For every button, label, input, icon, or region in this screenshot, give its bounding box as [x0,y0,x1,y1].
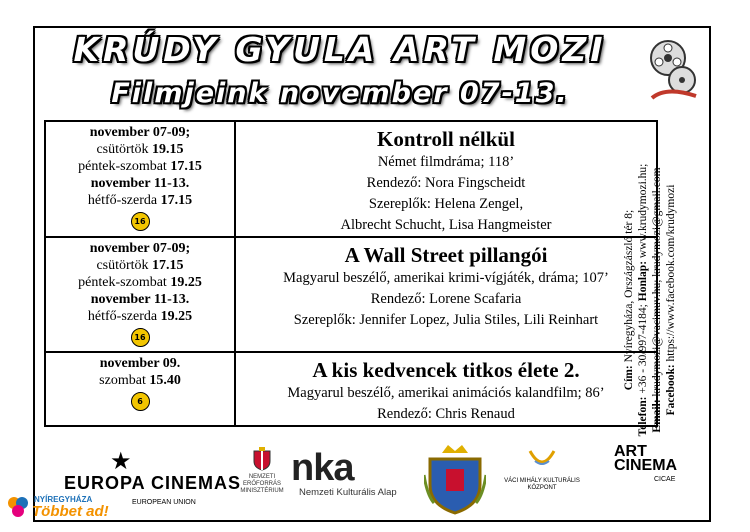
city-coat-of-arms-icon [424,445,486,515]
film-cast: Albrecht Schucht, Lisa Hangmeister [340,217,552,233]
age-rating-badge: 16 [131,328,150,347]
film-title: A kis kedvencek titkos élete 2. [312,358,580,382]
showtime: hétfő-szerda 19.25 [87,309,193,324]
film-title: Kontroll nélkül [377,127,515,151]
contact-email: Email: krudymozi@vacimuv.hu; krudymozi@gmail.com [651,167,663,433]
film-info-cell [235,237,657,352]
contact-phone: Telefon: +36 - 30/997-4184; Honlap: www.krudymozi.hu; [637,163,649,437]
film-director: Rendező: Chris Renaud [377,406,515,422]
film-info-cell [235,121,657,237]
schedule-cell [45,237,235,352]
vmk-logo: VÁCI MIHÁLY KULTURÁLIS KÖZPONT [502,447,582,492]
coat-of-arms-icon [253,447,271,471]
showtime: péntek-szombat 17.15 [78,159,202,174]
art-cinema-logo: ART CINEMA CICAE [614,443,678,483]
age-rating-badge: 16 [131,212,150,231]
date-range: november 07-09; [89,125,191,140]
contact-facebook: Facebook: https://www.facebook.com/krudymozi [665,184,677,416]
film-reel-icon [646,38,702,104]
showtime: péntek-szombat 19.25 [78,275,202,290]
film-row [45,352,657,426]
nka-logo: nka [291,447,354,489]
city-flower-icon [6,495,30,519]
film-cast: Szereplők: Helena Zengel, [368,196,524,212]
film-schedule-table [44,120,658,427]
showtime: szombat 15.40 [99,373,181,388]
schedule-cell [45,352,235,426]
showtime: csütörtök 17.15 [96,258,184,273]
europa-cinemas-logo: EUROPA CINEMAS [64,473,242,493]
nka-label: Nemzeti Kulturális Alap [299,487,397,498]
vmk-mark-icon [527,447,557,475]
film-row [45,121,657,237]
showtime: csütörtök 19.15 [96,142,184,157]
film-genre: Német filmdráma; 118’ [377,154,515,170]
film-genre: Magyarul beszélő, amerikai krimi-vígjáték, dráma; 107’ [283,270,609,286]
film-info-cell [235,352,657,426]
date-range: november 11-13. [90,292,190,307]
film-row [45,237,657,352]
age-rating-badge: 6 [131,392,150,411]
film-title: A Wall Street pillangói [344,243,548,267]
week-subtitle: Filmjeink november 07-13. [111,78,569,109]
ministry-logo: NEMZETI ERŐFORRÁS MINISZTÉRIUM [234,447,290,495]
date-range: november 07-09; [89,241,191,256]
europa-star-icon: ★ [110,449,132,475]
contact-address: Cím: Nyíregyháza, Országzászló tér 8; [623,209,635,391]
film-cast: Szereplők: Jennifer Lopez, Julia Stiles, Lili Reinhart [293,312,599,328]
showtime: hétfő-szerda 17.15 [87,193,193,208]
film-genre: Magyarul beszélő, amerikai animációs kalandfilm; 86’ [287,385,605,401]
nyiregyhaza-logo: NYÍREGYHÁZA Többet ad! [4,487,154,527]
schedule-cell [45,121,235,237]
cinema-title: KRÚDY GYULA ART MOZI [73,30,607,69]
film-director: Rendező: Lorene Scafaria [370,291,522,307]
film-director: Rendező: Nora Fingscheidt [366,175,526,191]
contact-info [622,130,678,470]
date-range: november 11-13. [90,176,190,191]
date-range: november 09. [99,356,181,371]
european-union-label: EUROPEAN UNION [132,499,196,506]
